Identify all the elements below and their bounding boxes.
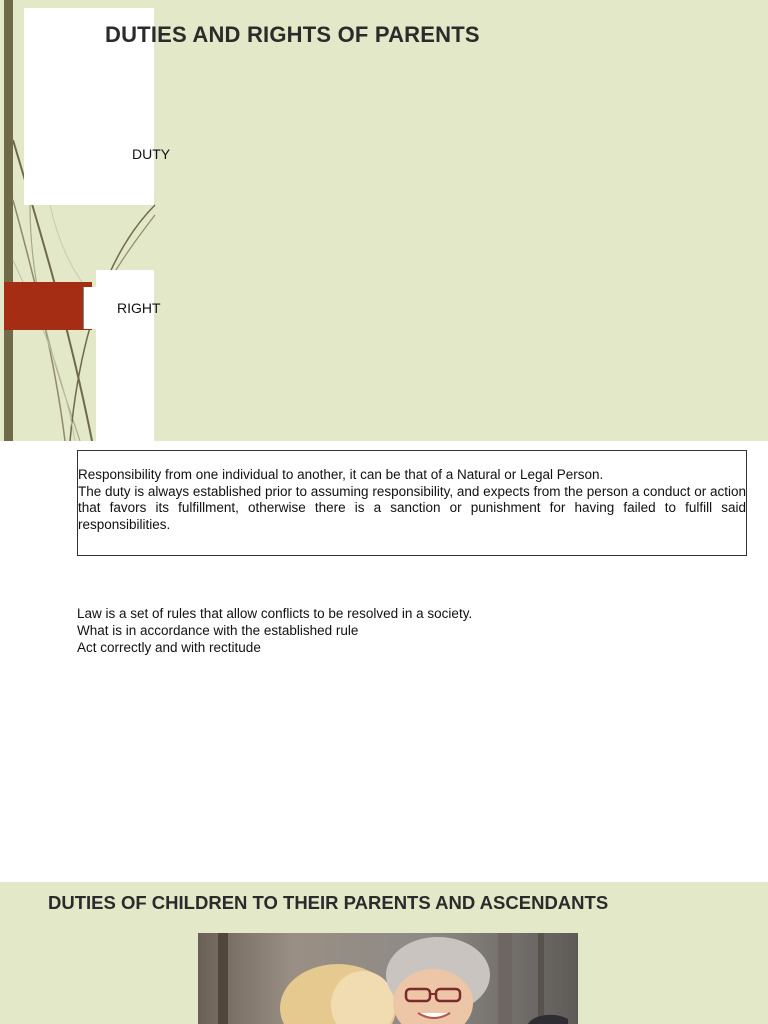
right-definition-line-2: What is in accordance with the established rule bbox=[77, 622, 359, 638]
slide-title: DUTIES AND RIGHTS OF PARENTS bbox=[105, 22, 480, 47]
photo-icon bbox=[198, 933, 578, 1024]
slide-duties-of-children bbox=[0, 882, 768, 1024]
right-definition-line-1: Law is a set of rules that allow conflicts to be resolved in a society. bbox=[77, 606, 473, 621]
duty-definition-line-1: Responsibility from one individual to another, it can be that of a Natural or Legal Person. bbox=[78, 467, 604, 482]
red-accent-bar bbox=[4, 282, 92, 330]
family-photo bbox=[198, 933, 578, 1024]
red-bar-tab bbox=[83, 287, 108, 329]
slide-title-children: DUTIES OF CHILDREN TO THEIR PARENTS AND ASCENDANTS bbox=[48, 892, 609, 913]
duty-definition-line-2: The duty is always established prior to assuming responsibility, and expects from the person a conduct or action that favors its fulfillment, otherwise there is a sanction or punishment for having failed to fulfill said responsibilities. bbox=[78, 483, 746, 532]
right-definition bbox=[77, 606, 757, 656]
duty-definition-box bbox=[77, 450, 747, 556]
duty-label: DUTY bbox=[132, 146, 171, 162]
right-definition-line-3: Act correctly and with rectitude bbox=[77, 639, 261, 655]
right-label: RIGHT bbox=[117, 300, 161, 316]
slide-duties-and-rights bbox=[0, 0, 768, 441]
